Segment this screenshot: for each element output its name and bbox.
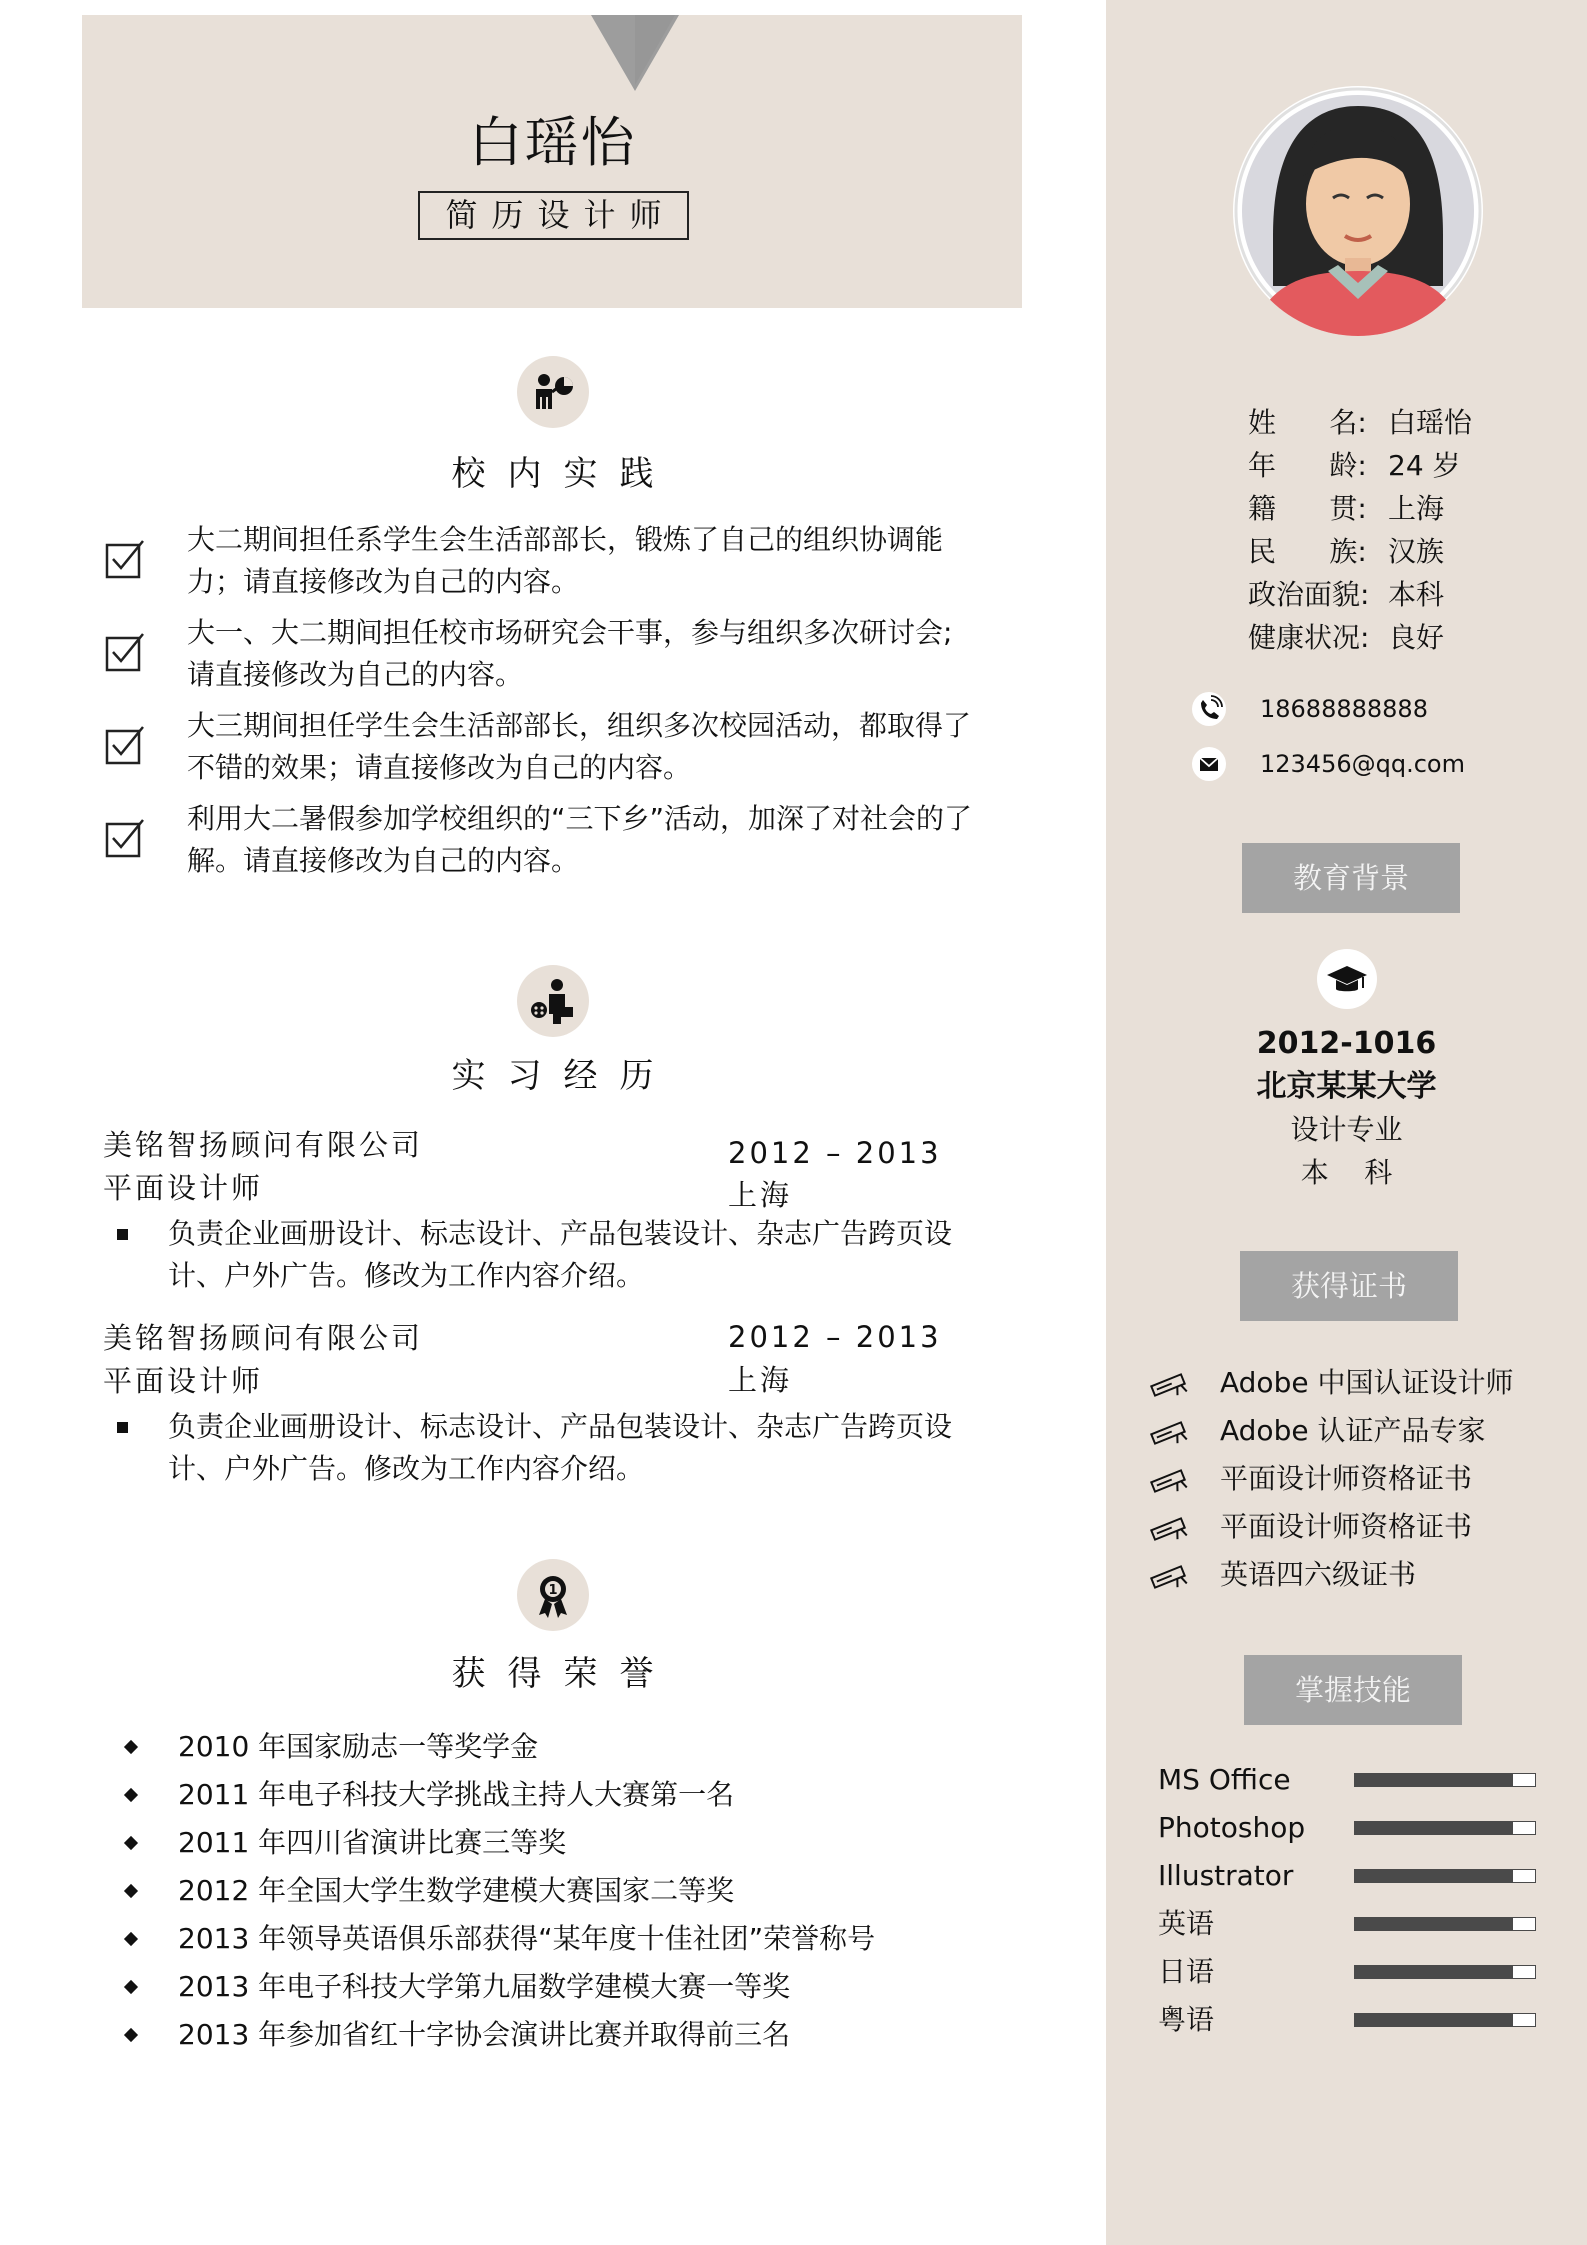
svg-text:1: 1 <box>548 1583 558 1598</box>
diploma-icon <box>1146 1418 1190 1448</box>
certificate-item: 平面设计师资格证书 <box>1220 1462 1473 1495</box>
work-period: 2012 – 2013 <box>728 1320 942 1354</box>
bullet-diamond <box>124 1980 138 1994</box>
company-name: 美铭智扬顾问有限公司 <box>103 1321 424 1355</box>
checkbox-icon <box>105 723 147 765</box>
bullet-square <box>117 1229 128 1240</box>
skills-heading: 掌握技能 <box>1244 1655 1462 1725</box>
bullet-diamond <box>124 2028 138 2042</box>
diploma-icon <box>1146 1562 1190 1592</box>
envelope-icon <box>1192 747 1226 781</box>
graduation-cap-icon <box>1317 949 1377 1009</box>
profile-label: 籍 贯: <box>1248 492 1367 525</box>
certificate-item: 平面设计师资格证书 <box>1220 1510 1473 1543</box>
certificate-item: Adobe 认证产品专家 <box>1220 1414 1486 1447</box>
bullet-square <box>117 1422 128 1433</box>
school-name: 北京某某大学 <box>1256 1069 1437 1104</box>
skill-bar-fill <box>1355 1870 1513 1882</box>
diploma-icon <box>1146 1370 1190 1400</box>
profile-row <box>1248 402 1472 444</box>
practice-item: 大二期间担任系学生会生活部部长，锻炼了自己的组织协调能力；请直接修改为自己的内容。 <box>187 523 944 598</box>
work-period: 2012 – 2013 <box>728 1136 942 1170</box>
profile-value: 24 岁 <box>1388 449 1461 482</box>
profile-value: 白瑶怡 <box>1388 406 1473 439</box>
skill-name: Photoshop <box>1158 1811 1306 1844</box>
checkbox-icon <box>105 816 147 858</box>
position-name: 平面设计师 <box>103 1364 264 1398</box>
profile-value: 汉族 <box>1388 535 1445 568</box>
honor-item: 2013 年电子科技大学第九届数学建模大赛一等奖 <box>178 1970 791 2003</box>
skill-bar <box>1354 1773 1536 1787</box>
profile-row <box>1248 531 1444 573</box>
checkbox-icon <box>105 630 147 672</box>
profile-label: 政治面貌: <box>1248 578 1370 611</box>
profile-label: 民 族: <box>1248 535 1367 568</box>
candidate-name: 白瑶怡 <box>468 111 637 174</box>
profile-row <box>1248 445 1461 487</box>
bullet-diamond <box>124 1836 138 1850</box>
work-city: 上海 <box>728 1178 793 1212</box>
phone-number: 18688888888 <box>1260 695 1428 723</box>
profile-label: 健康状况: <box>1248 621 1370 654</box>
honor-item: 2013 年参加省红十字协会演讲比赛并取得前三名 <box>178 2018 791 2051</box>
bullet-diamond <box>124 1788 138 1802</box>
degree: 本 科 <box>1300 1156 1393 1189</box>
checkbox-icon <box>105 537 147 579</box>
presenter-chart-icon <box>517 356 589 428</box>
honor-item: 2012 年全国大学生数学建模大赛国家二等奖 <box>178 1874 735 1907</box>
diploma-icon <box>1146 1466 1190 1496</box>
section-title-internship: 实习经历 <box>451 1056 676 1096</box>
honor-item: 2013 年领导英语俱乐部获得“某年度十佳社团”荣誉称号 <box>178 1922 876 1955</box>
profile-value: 本科 <box>1388 578 1445 611</box>
header-triangle-shadow <box>635 15 675 85</box>
businessman-team-icon <box>517 965 589 1037</box>
certificates-heading: 获得证书 <box>1240 1251 1458 1321</box>
education-period: 2012-1016 <box>1256 1026 1437 1061</box>
skill-bar <box>1354 1869 1536 1883</box>
diploma-icon <box>1146 1514 1190 1544</box>
job-title-box: 简历设计师 <box>418 191 689 240</box>
skill-bar <box>1354 1917 1536 1931</box>
avatar <box>1233 86 1483 336</box>
skill-bar-fill <box>1355 1966 1513 1978</box>
bullet-diamond <box>124 1740 138 1754</box>
skill-bar <box>1354 1965 1536 1979</box>
practice-item: 利用大二暑假参加学校组织的“三下乡”活动，加深了对社会的了解。请直接修改为自己的内容。 <box>187 802 973 877</box>
profile-label: 年 龄: <box>1248 449 1367 482</box>
certificate-item: Adobe 中国认证设计师 <box>1220 1366 1514 1399</box>
profile-row <box>1248 488 1444 530</box>
phone-icon <box>1192 692 1226 726</box>
award-ribbon-icon <box>517 1559 589 1631</box>
profile-value: 上海 <box>1388 492 1445 525</box>
skill-bar-fill <box>1355 2014 1513 2026</box>
section-title-honors: 获得荣誉 <box>451 1654 676 1694</box>
work-city: 上海 <box>728 1363 793 1397</box>
skill-name: MS Office <box>1158 1763 1291 1796</box>
profile-label: 姓 名: <box>1248 406 1367 439</box>
skill-bar-fill <box>1355 1822 1513 1834</box>
skill-bar <box>1354 2013 1536 2027</box>
major: 设计专业 <box>1290 1113 1403 1146</box>
skill-name: 粤语 <box>1158 2003 1215 2036</box>
honor-item: 2011 年电子科技大学挑战主持人大赛第一名 <box>178 1778 735 1811</box>
skill-bar-fill <box>1355 1918 1513 1930</box>
practice-item: 大三期间担任学生会生活部部长，组织多次校园活动，都取得了不错的效果；请直接修改为自己的内容。 <box>187 709 972 784</box>
skill-name: 日语 <box>1158 1955 1215 1988</box>
honor-item: 2010 年国家励志一等奖学金 <box>178 1730 539 1763</box>
skill-name: Illustrator <box>1158 1859 1294 1892</box>
profile-row <box>1248 617 1444 659</box>
position-name: 平面设计师 <box>103 1171 264 1205</box>
skill-bar-fill <box>1355 1774 1513 1786</box>
profile-row <box>1248 574 1444 616</box>
skill-bar <box>1354 1821 1536 1835</box>
profile-value: 良好 <box>1388 621 1445 654</box>
work-description: 负责企业画册设计、标志设计、产品包装设计、杂志广告跨页设计、户外广告。修改为工作内容介绍。 <box>168 1410 953 1485</box>
email-address: 123456@qq.com <box>1260 750 1465 778</box>
skill-name: 英语 <box>1158 1907 1215 1940</box>
bullet-diamond <box>124 1884 138 1898</box>
section-title-practice: 校内实践 <box>451 454 676 494</box>
education-heading: 教育背景 <box>1242 843 1460 913</box>
honor-item: 2011 年四川省演讲比赛三等奖 <box>178 1826 567 1859</box>
practice-item: 大一、大二期间担任校市场研究会干事，参与组织多次研讨会; 请直接修改为自己的内容。 <box>187 616 953 691</box>
company-name: 美铭智扬顾问有限公司 <box>103 1128 424 1162</box>
certificate-item: 英语四六级证书 <box>1220 1558 1417 1591</box>
bullet-diamond <box>124 1932 138 1946</box>
work-description: 负责企业画册设计、标志设计、产品包装设计、杂志广告跨页设计、户外广告。修改为工作内容介绍。 <box>168 1217 953 1292</box>
